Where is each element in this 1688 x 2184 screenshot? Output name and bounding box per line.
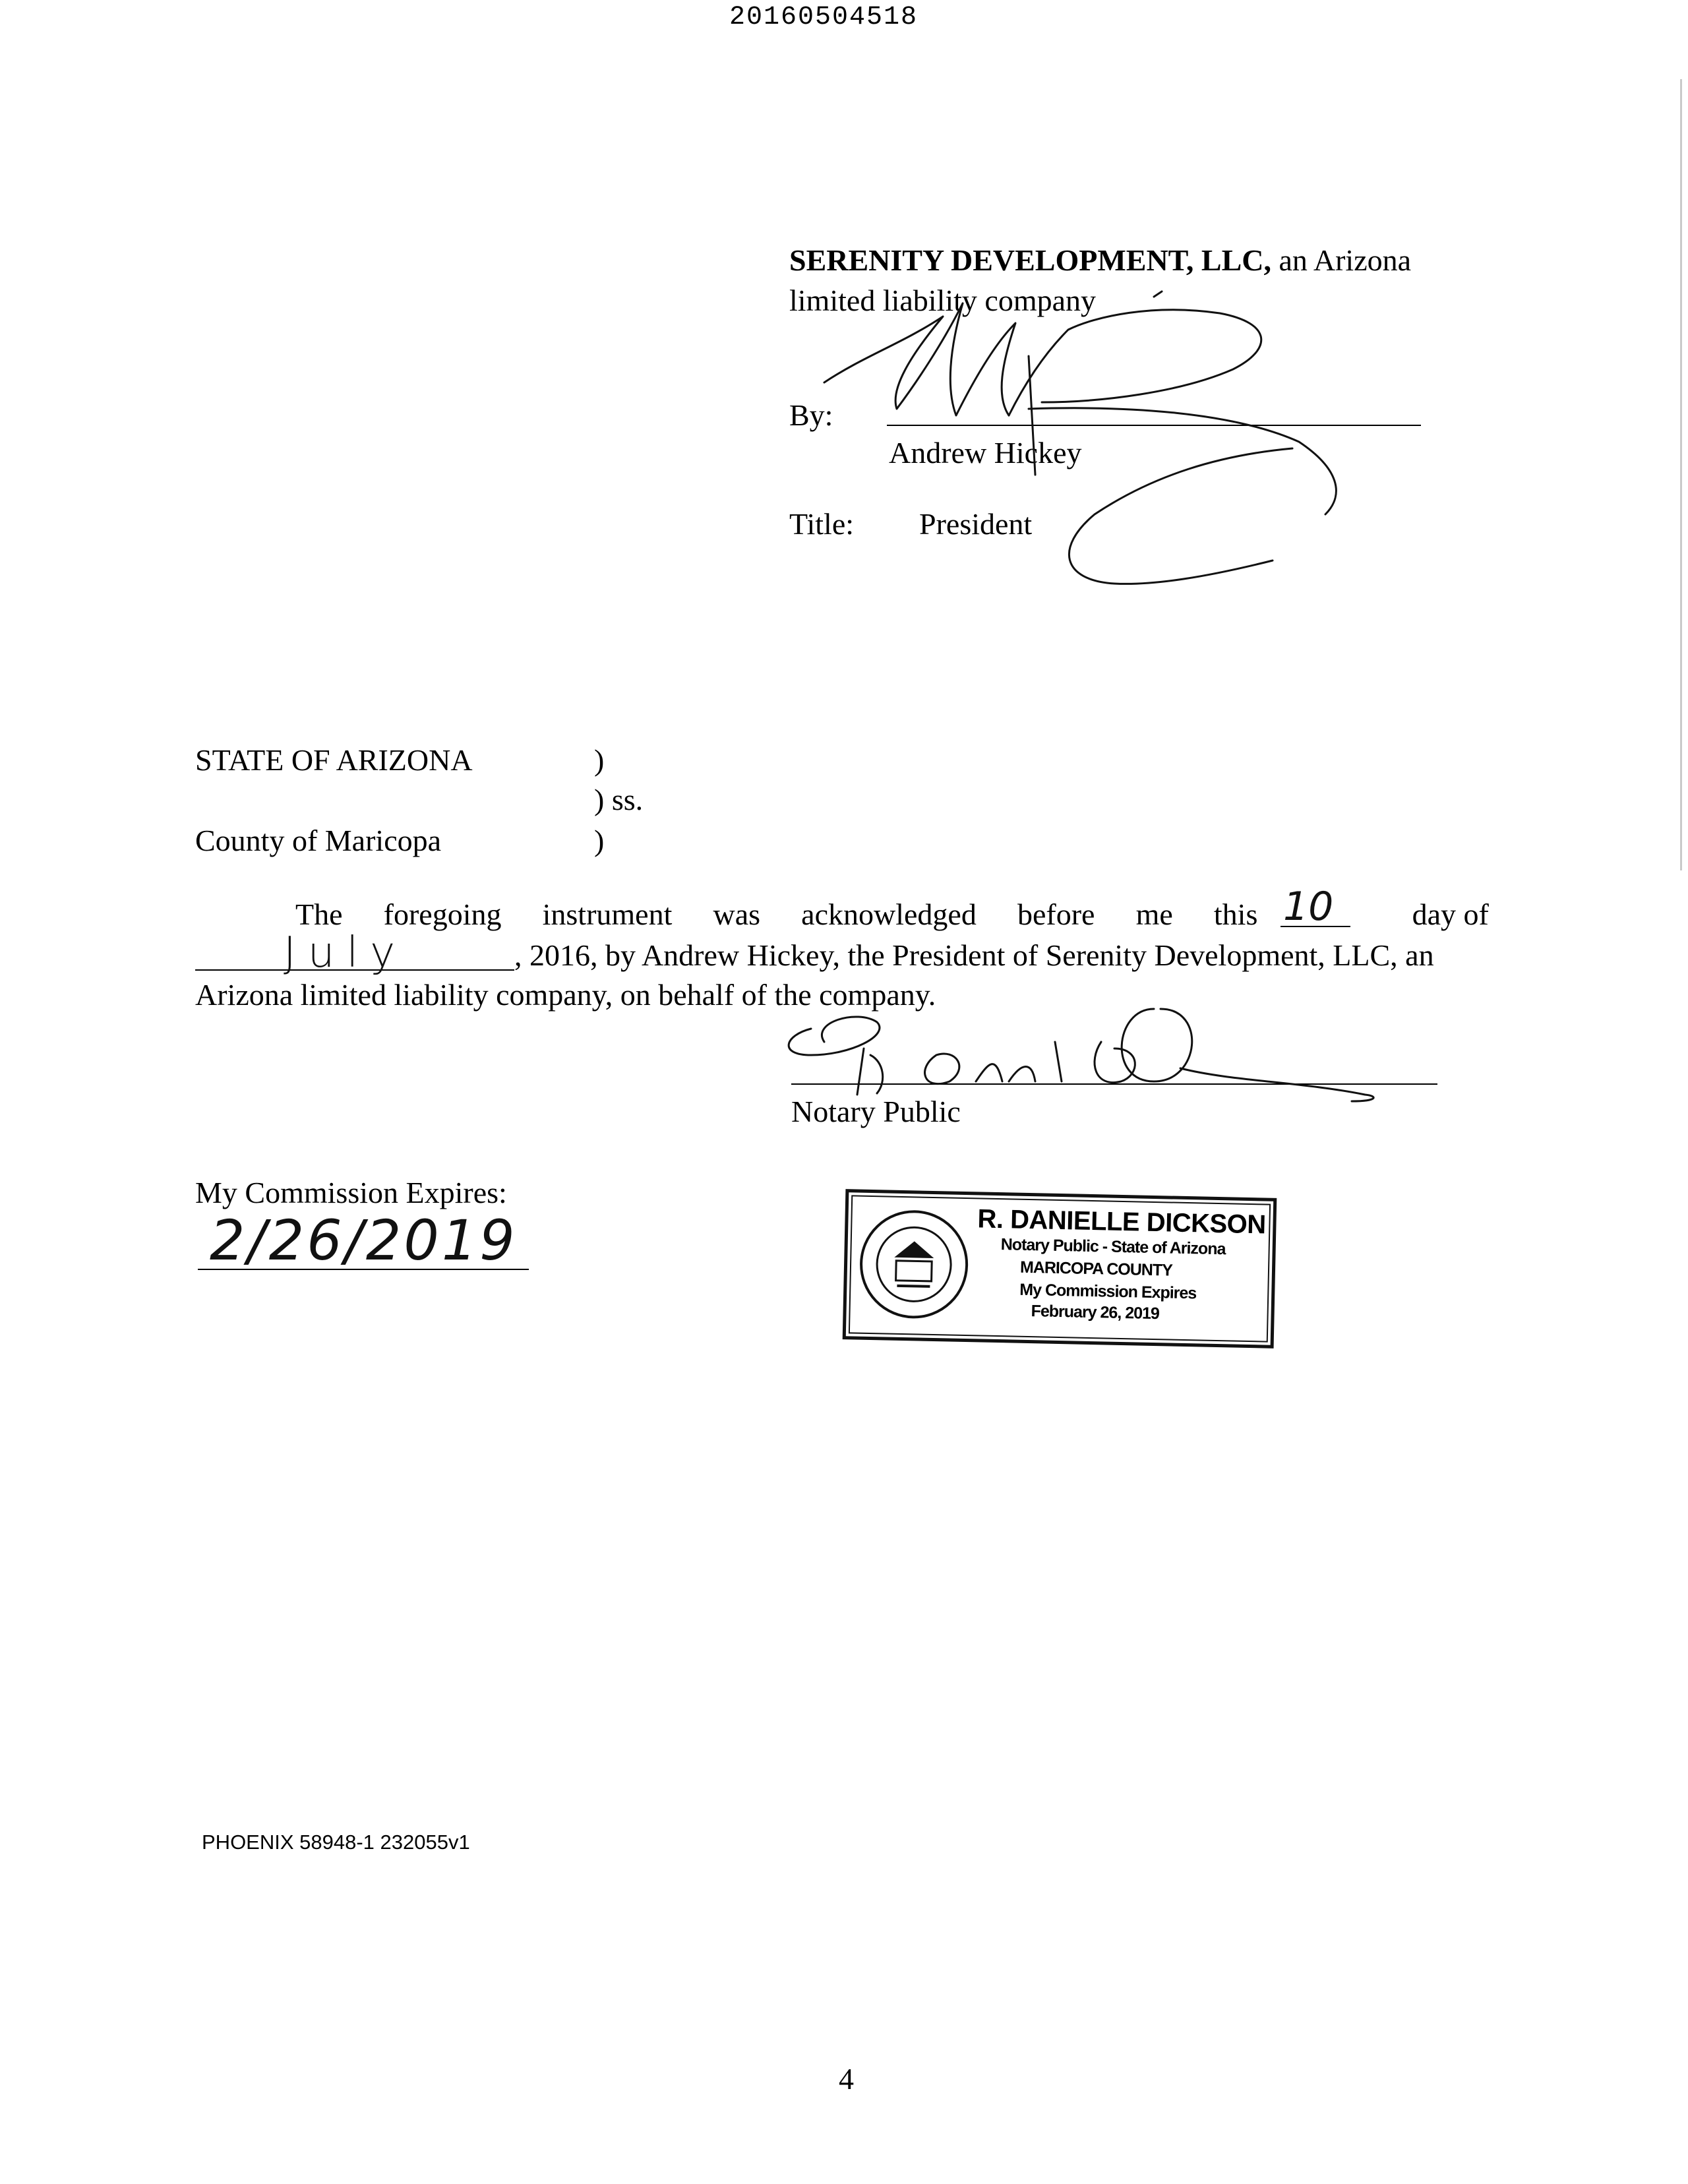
- stamp-line-2: Notary Public - State of Arizona: [1000, 1235, 1226, 1259]
- ack-word: was: [713, 897, 761, 931]
- ack-word: this: [1213, 897, 1258, 931]
- stamp-name: R. DANIELLE DICKSON: [977, 1204, 1267, 1240]
- handwritten-month: July: [284, 928, 407, 977]
- venue-state: STATE OF ARIZONA: [195, 743, 473, 777]
- stamp-line-3: MARICOPA COUNTY: [1019, 1258, 1173, 1280]
- handwritten-day: 10: [1283, 884, 1334, 930]
- ack-word: before: [1017, 897, 1095, 931]
- footer-doc-id: PHOENIX 58948-1 232055v1: [202, 1831, 470, 1854]
- title-value: President: [919, 507, 1033, 541]
- signer-signature: [811, 277, 1404, 620]
- signer-name: Andrew Hickey: [889, 436, 1082, 470]
- acknowledgment-line-3: Arizona limited liability company, on behalf of the company.: [195, 978, 936, 1012]
- notary-public-label: Notary Public: [791, 1095, 961, 1128]
- ack-word: me: [1135, 897, 1173, 931]
- ack-word: The: [295, 897, 343, 931]
- stamp-line-4: My Commission Expires: [1019, 1280, 1197, 1303]
- ack-word: acknowledged: [801, 897, 977, 931]
- title-label: Title:: [789, 507, 855, 541]
- venue-paren-2: ): [594, 824, 605, 857]
- stamp-line-5: February 26, 2019: [1031, 1302, 1160, 1323]
- company-desc-1: an Arizona: [1279, 243, 1412, 277]
- handwritten-commission-date: 2/26/2019: [210, 1208, 518, 1273]
- acknowledgment-line-2: , 2016, by Andrew Hickey, the President of Serenity Development, LLC, an: [514, 938, 1434, 972]
- venue-paren-1: ): [594, 743, 605, 777]
- ack-day-of: day of: [1412, 897, 1489, 931]
- state-seal-icon: [857, 1207, 971, 1322]
- scan-edge-mark: [1680, 79, 1682, 870]
- venue-paren-ss: ) ss.: [594, 783, 644, 816]
- page-number: 4: [839, 2062, 854, 2096]
- venue-county: County of Maricopa: [195, 824, 442, 857]
- notary-stamp: [843, 1189, 1277, 1349]
- company-name: SERENITY DEVELOPMENT, LLC,: [789, 243, 1272, 277]
- company-desc-2: limited liability company: [789, 284, 1097, 317]
- ack-word: foregoing: [383, 897, 502, 931]
- ack-word: instrument: [542, 897, 673, 931]
- recording-number: 20160504518: [729, 3, 919, 32]
- commission-label: My Commission Expires:: [195, 1176, 507, 1209]
- by-label: By:: [789, 398, 833, 432]
- company-line-1: [789, 245, 1411, 276]
